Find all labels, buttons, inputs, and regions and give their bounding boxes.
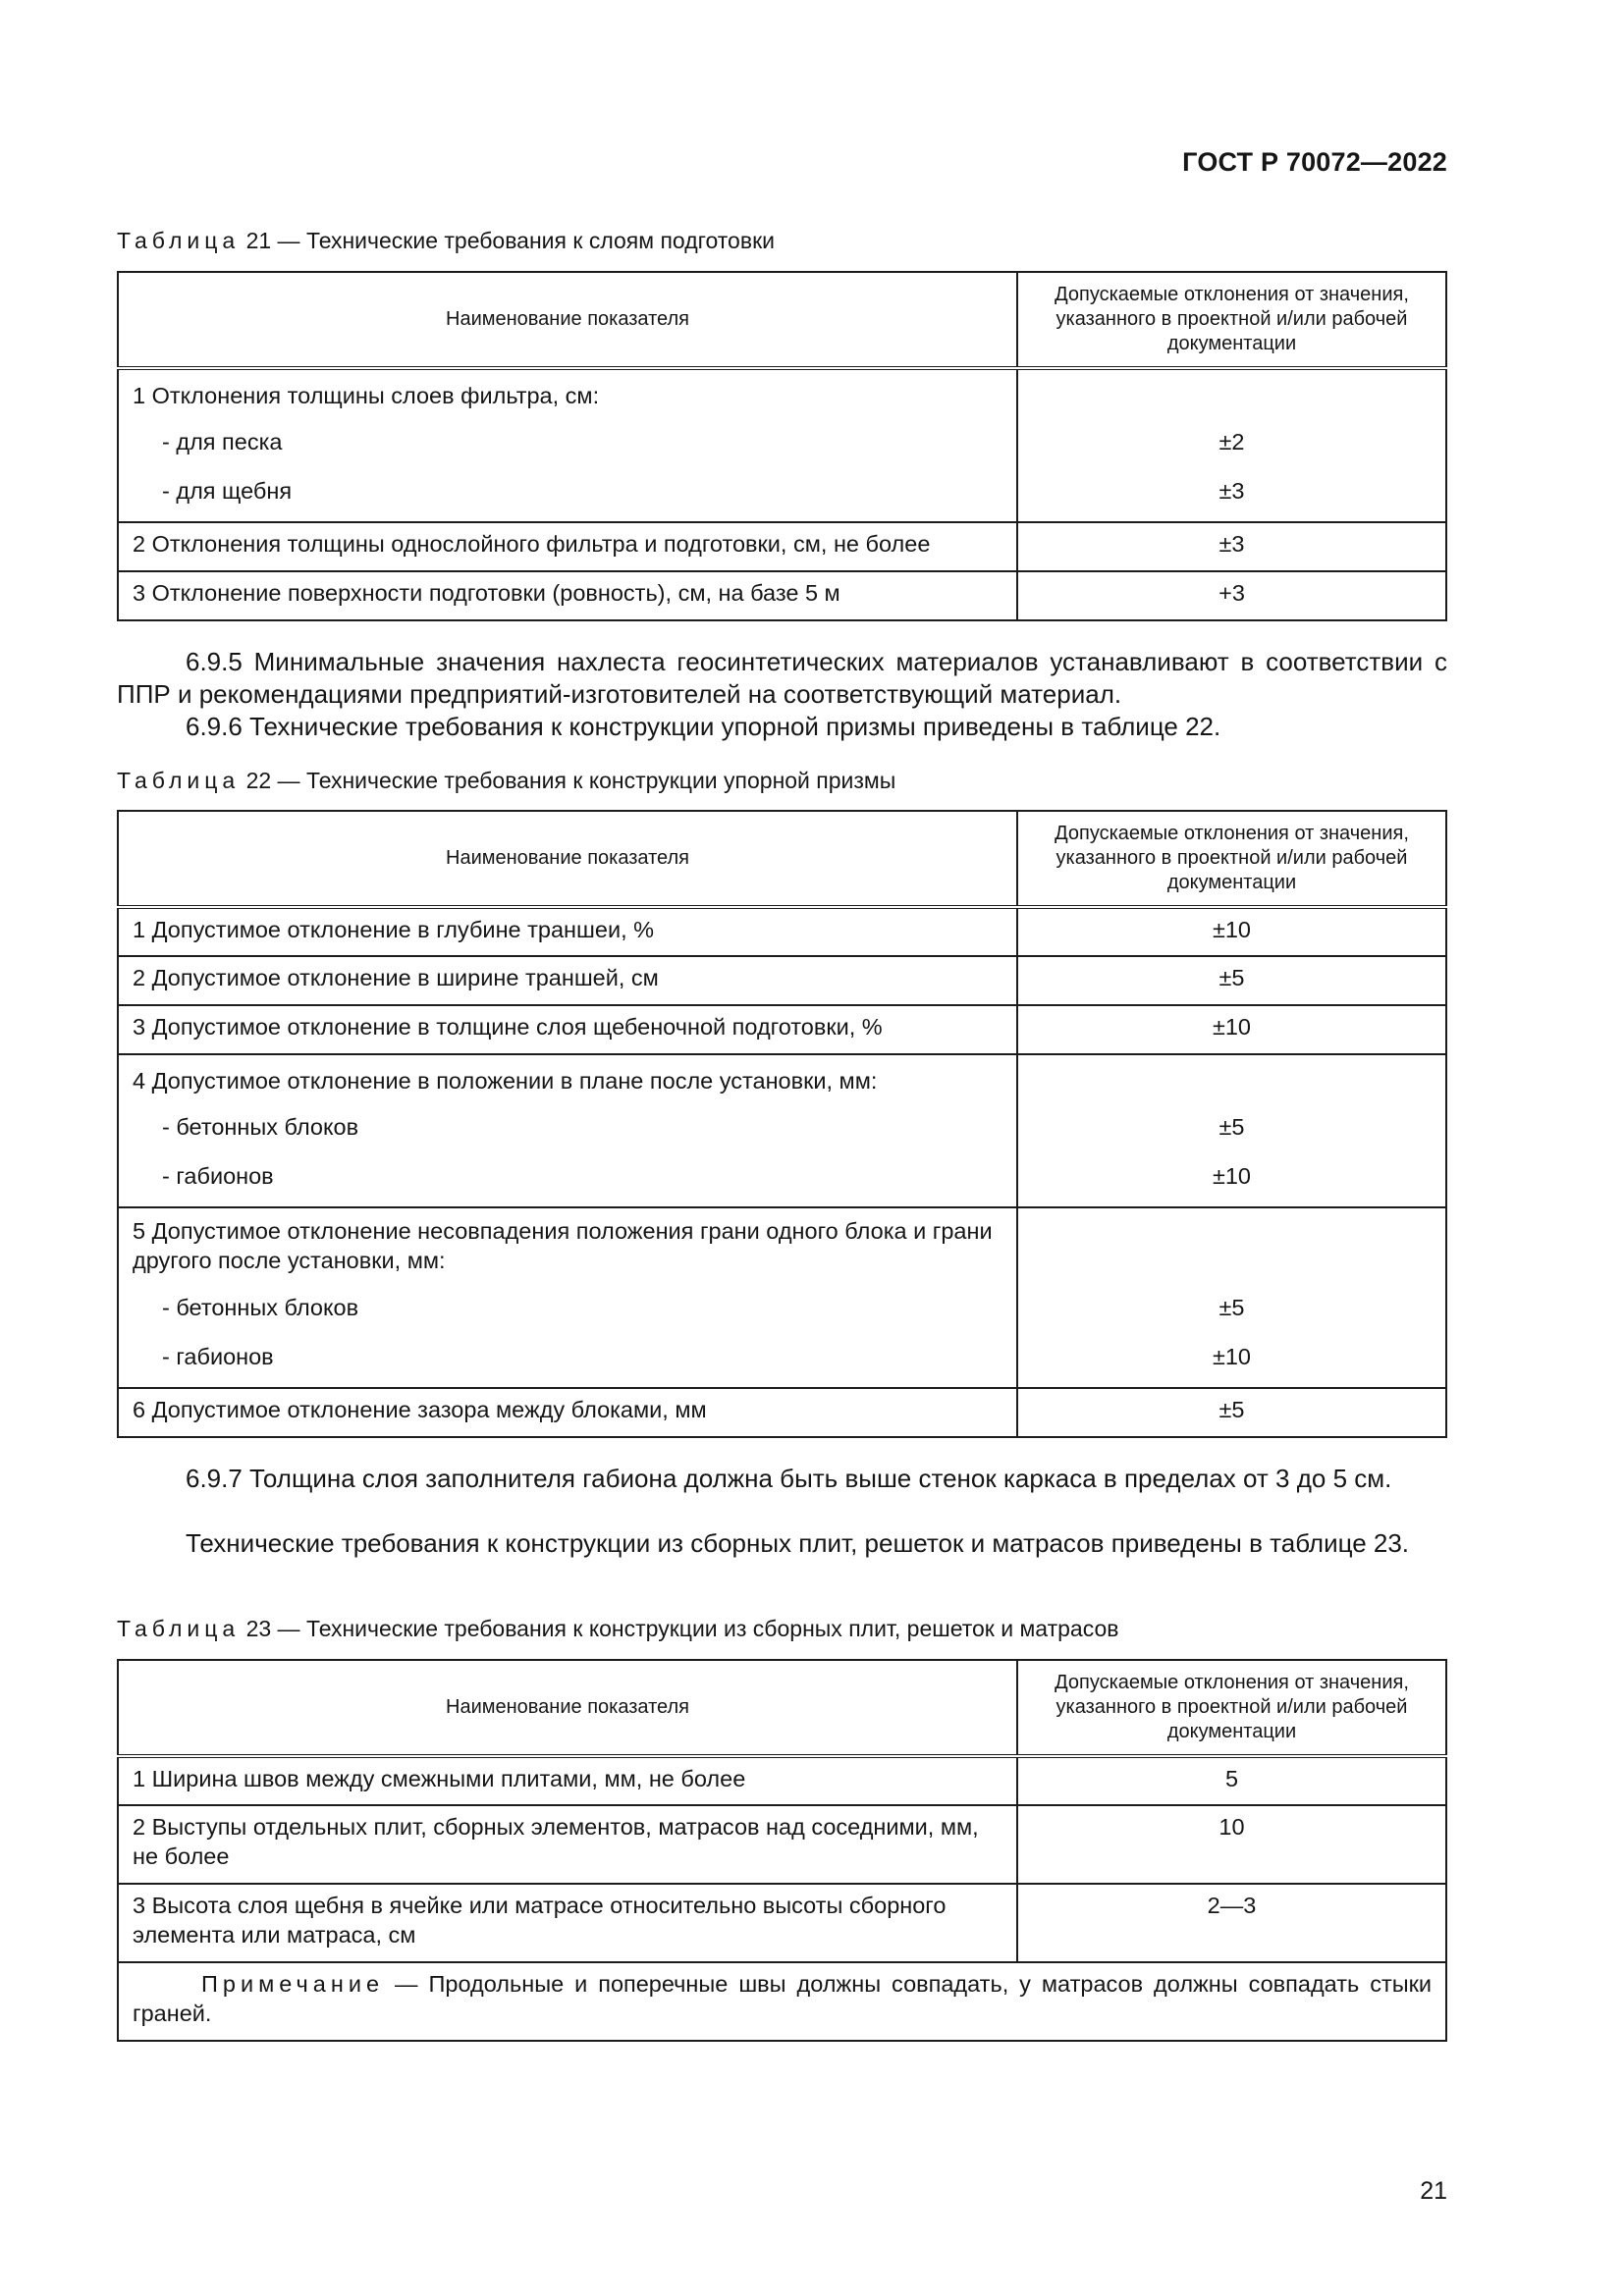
table-row: [118, 1805, 1446, 1884]
table23-header-deviation: Допускаемые отклонения от значения, указанного в проектной и/или рабочей документации: [1017, 1660, 1446, 1756]
table23: [117, 1659, 1447, 2042]
row-label: 6 Допустимое отклонение зазора между блоками, мм: [118, 1388, 1017, 1437]
paragraph-tech-requirements: Технические требования к конструкции из сборных плит, решеток и матрасов приведены в таблице 23.: [186, 1528, 1410, 1558]
table-row: [118, 956, 1446, 1005]
table-note-row: [118, 1962, 1446, 2041]
row-label: 5 Допустимое отклонение несовпадения положения грани одного блока и грани другого после установки, мм:: [133, 1218, 993, 1273]
table22-caption-prefix: Таблица: [117, 768, 241, 793]
table21-caption: [117, 228, 775, 254]
row-label: 1 Допустимое отклонение в глубине траншеи, %: [118, 907, 1017, 956]
table21-header-deviation: Допускаемые отклонения от значения, указанного в проектной и/или рабочей документации: [1017, 272, 1446, 368]
row-label: 2 Отклонения толщины однослойного фильтра и подготовки, см, не более: [118, 522, 1017, 571]
row-label: 3 Допустимое отклонение в толщине слоя щебеночной подготовки, %: [118, 1005, 1017, 1054]
table21-caption-prefix: Таблица: [117, 228, 241, 253]
row-label: 2 Допустимое отклонение в ширине траншей, см: [118, 956, 1017, 1005]
row-label: 2 Выступы отдельных плит, сборных элементов, матрасов над соседними, мм, не более: [118, 1805, 1017, 1884]
row-value: ±2: [1218, 429, 1245, 454]
row-value: 2—3: [1017, 1884, 1446, 1962]
page-number: 21: [1420, 2177, 1447, 2205]
table-row: [118, 522, 1446, 571]
table-row: [118, 1884, 1446, 1962]
row-sublabel: - для щебня: [162, 478, 293, 504]
row-value: +3: [1017, 571, 1446, 620]
row-label: 3 Высота слоя щебня в ячейке или матрасе относительно высоты сборного элемента или матраса, см: [118, 1884, 1017, 1962]
table-row: [118, 1005, 1446, 1054]
table21-caption-text: 21 — Технические требования к слоям подготовки: [245, 228, 775, 253]
table-row: [118, 1388, 1446, 1437]
table-row: [118, 1756, 1446, 1805]
row-value: 5: [1017, 1756, 1446, 1805]
table22-caption-text: 22 — Технические требования к конструкции упорной призмы: [245, 768, 896, 793]
table-row: [118, 1207, 1446, 1388]
row-value: 10: [1017, 1805, 1446, 1884]
paragraph-6-9-7: 6.9.7 Толщина слоя заполнителя габиона должна быть выше стенок каркаса в пределах от 3 до 5 см.: [186, 1464, 1392, 1493]
paragraph-6-9-5: 6.9.5 Минимальные значения нахлеста геосинтетических материалов устанавливают в соответствии с ППР и рекомендациями предприятий-изготовителей на соответствующий материал.: [117, 647, 1447, 709]
note-prefix: Примечание: [201, 1971, 385, 1997]
table-row: [118, 1054, 1446, 1207]
row-value: ±3: [1218, 478, 1245, 504]
table22-header-deviation: Допускаемые отклонения от значения, указанного в проектной и/или рабочей документации: [1017, 811, 1446, 907]
table-row: [118, 571, 1446, 620]
table22-header-name: Наименование показателя: [118, 811, 1017, 907]
row-value: ±5: [1218, 1295, 1245, 1320]
row-value: ±10: [1212, 1344, 1252, 1369]
table23-note: [118, 1962, 1446, 2041]
row-value: ±5: [1017, 956, 1446, 1005]
row-sublabel: - для песка: [162, 429, 283, 454]
row-label: 1 Отклонения толщины слоев фильтра, см:: [133, 383, 600, 408]
row-value: ±5: [1218, 1114, 1245, 1140]
table21: [117, 271, 1447, 621]
row-value: ±10: [1017, 1005, 1446, 1054]
paragraph-6-9-6: 6.9.6 Технические требования к конструкции упорной призмы приведены в таблице 22.: [186, 712, 1221, 741]
table23-caption: [117, 1616, 1118, 1642]
row-value: ±10: [1212, 1163, 1252, 1189]
table23-header-name: Наименование показателя: [118, 1660, 1017, 1756]
table23-caption-text: 23 — Технические требования к конструкции из сборных плит, решеток и матрасов: [245, 1616, 1119, 1641]
table22-caption: [117, 768, 895, 794]
row-label: 1 Ширина швов между смежными плитами, мм, не более: [118, 1756, 1017, 1805]
table23-caption-prefix: Таблица: [117, 1616, 241, 1641]
row-sublabel: - габионов: [162, 1344, 274, 1369]
document-code: ГОСТ Р 70072—2022: [1182, 147, 1447, 177]
row-value: ±5: [1017, 1388, 1446, 1437]
row-label: 4 Допустимое отклонение в положении в плане после установки, мм:: [133, 1068, 878, 1094]
row-sublabel: - бетонных блоков: [162, 1114, 359, 1140]
note-text: — Продольные и поперечные швы должны совпадать, у матрасов должны совпадать стыки граней.: [133, 1971, 1433, 2026]
row-sublabel: - бетонных блоков: [162, 1295, 359, 1320]
row-sublabel: - габионов: [162, 1163, 274, 1189]
row-value: ±10: [1017, 907, 1446, 956]
table-row: [118, 368, 1446, 522]
table22: [117, 810, 1447, 1438]
table-row: [118, 907, 1446, 956]
table21-header-name: Наименование показателя: [118, 272, 1017, 368]
row-value: ±3: [1017, 522, 1446, 571]
row-label: 3 Отклонение поверхности подготовки (ровность), см, на базе 5 м: [118, 571, 1017, 620]
